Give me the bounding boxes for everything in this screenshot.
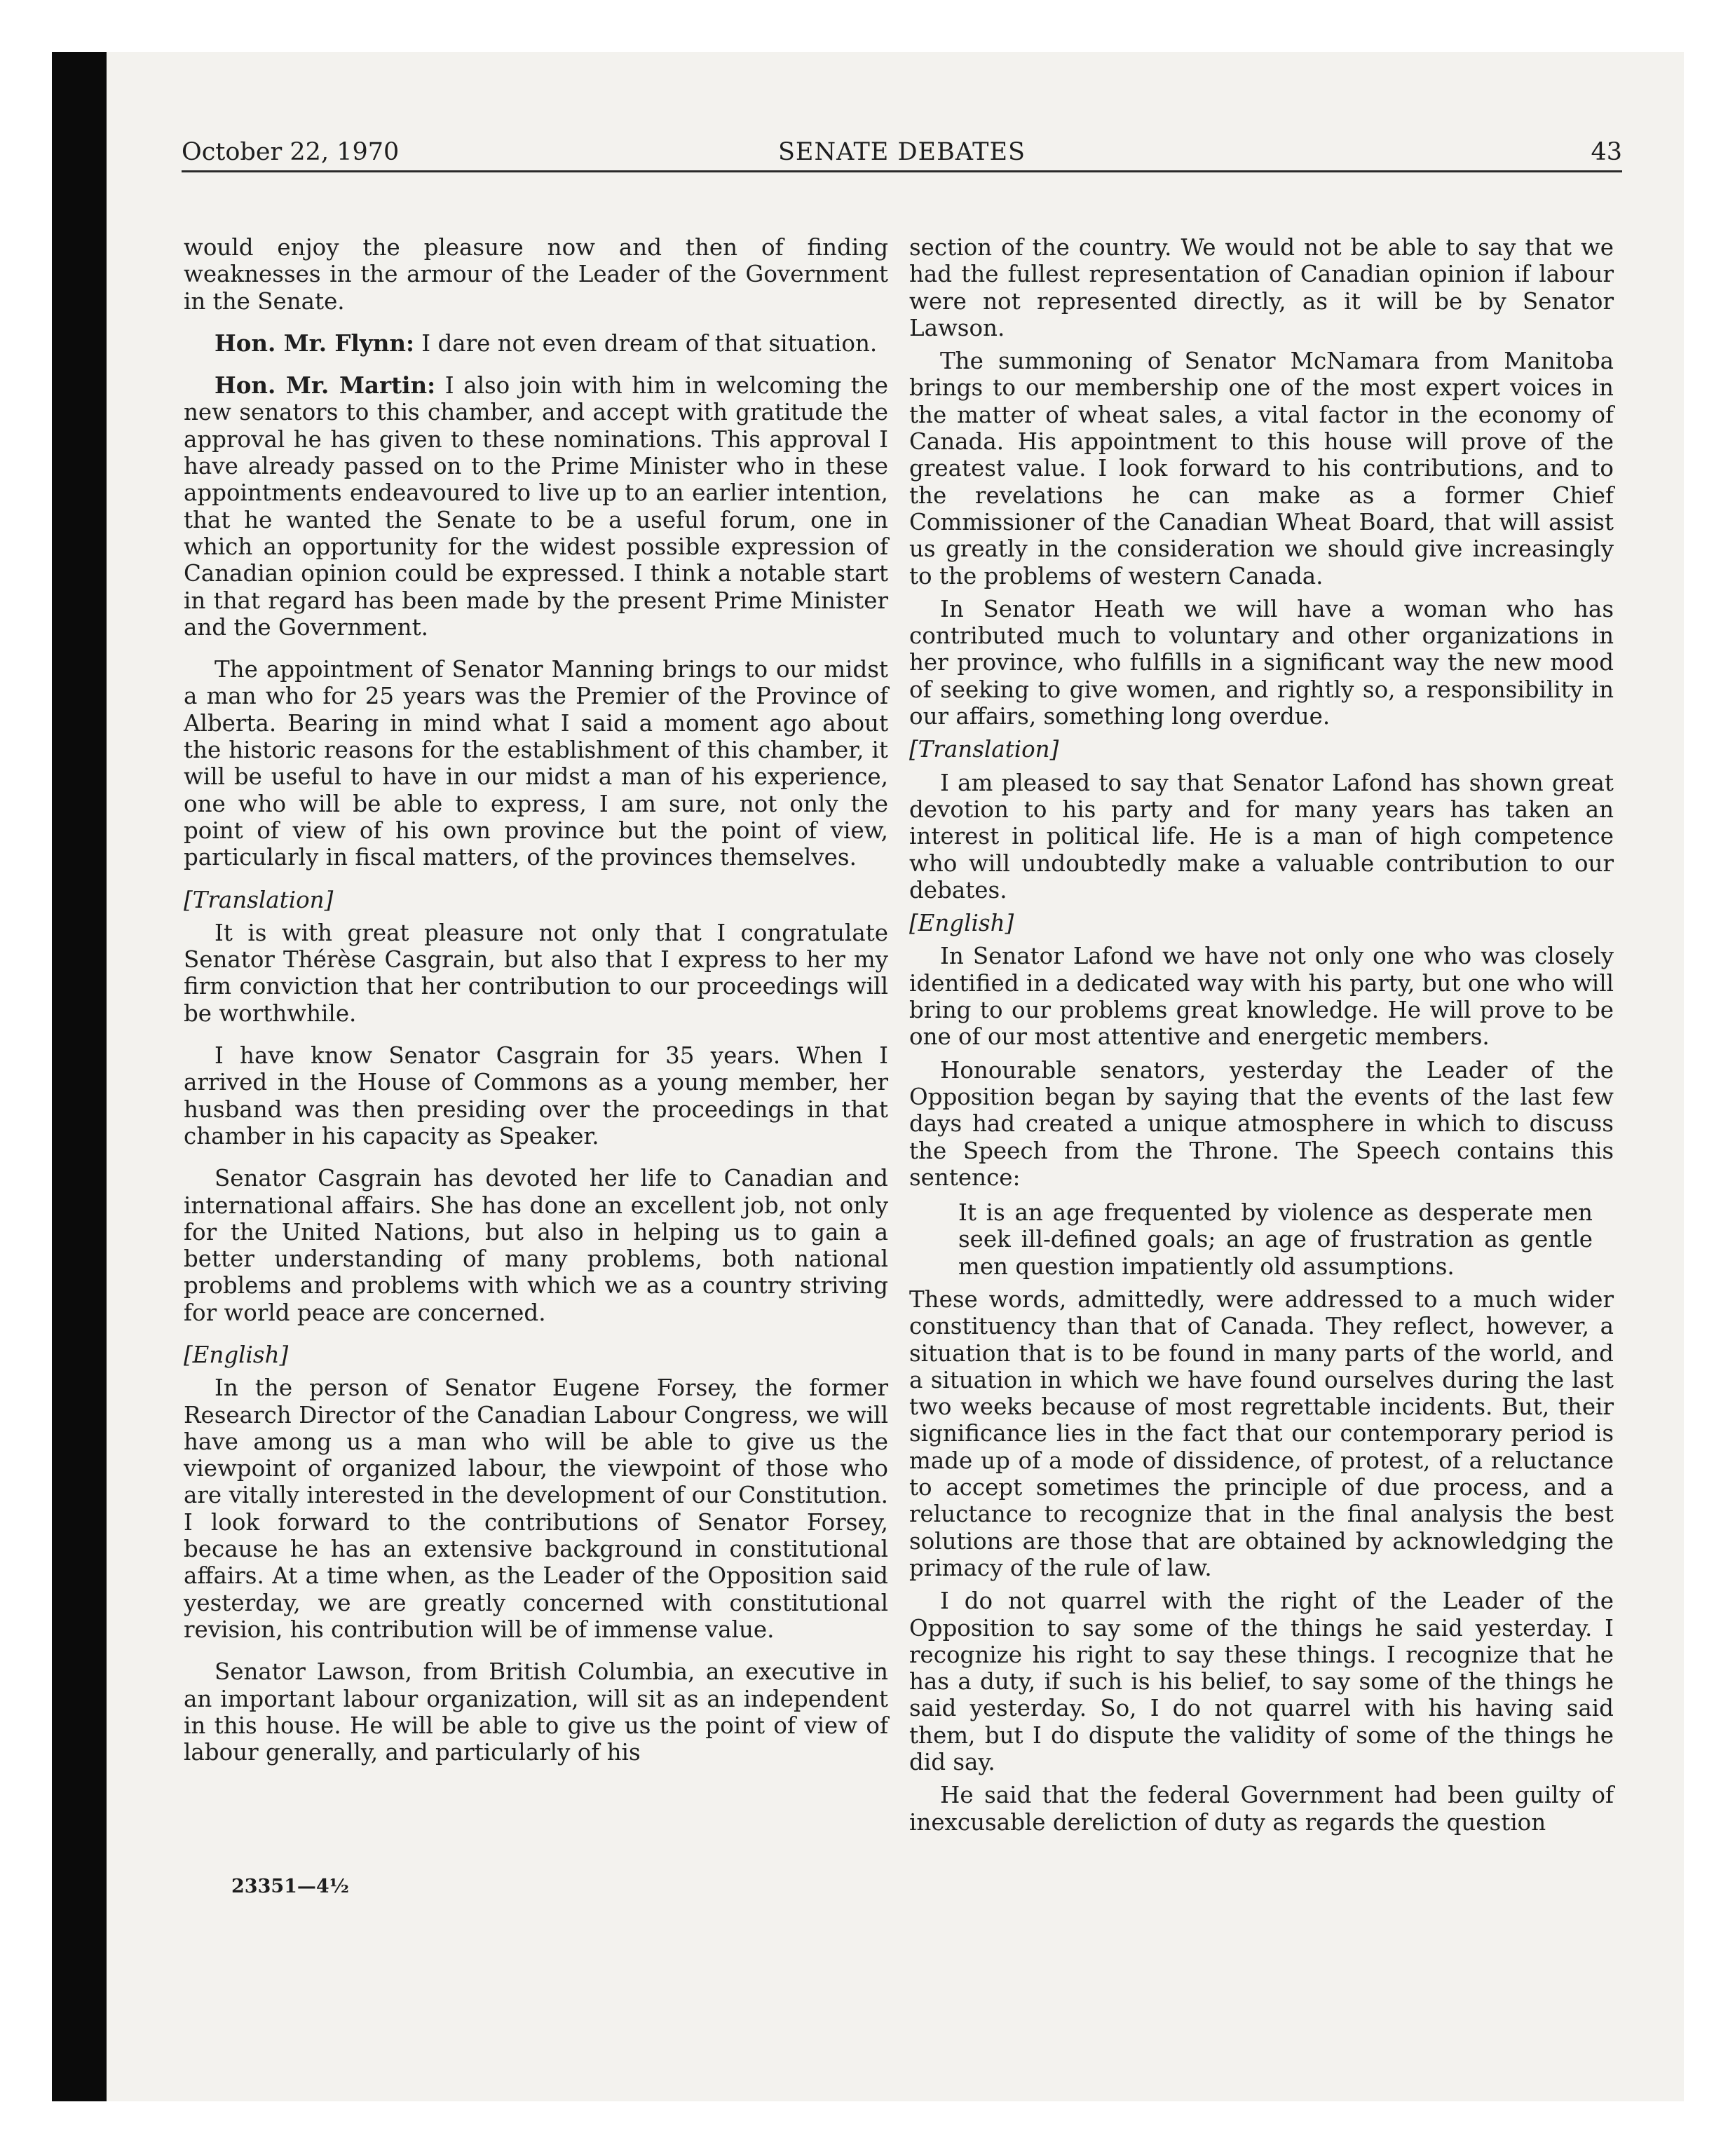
paragraph: section of the country. We would not be able to say that we had the fullest representation of Canadian opinion if labour were not represented directly, as it will be by Senator Lawson.: [909, 234, 1614, 341]
paragraph: The summoning of Senator McNamara from Manitoba brings to our membership one of the most expert voices in the matter of wheat sales, a vital factor in the economy of Canada. His appointment to this house will prove of the greatest value. I look forward to his contributions, and to the revelations he can make as a former Chief Commissioner of the Canadian Wheat Board, that will assist us greatly in the consideration we should give increasingly to the problems of western Canada.: [909, 348, 1614, 589]
speech-text: I dare not even dream of that situation.: [414, 329, 878, 357]
footer-reference: 23351—4½: [231, 1876, 349, 1897]
paragraph: These words, admittedly, were addressed to a much wider constituency than that of Canada. They reflect, however, a situation that is to be found in many parts of the world, and a situation in which we have found ourselves during the last two weeks because of most regrettable incidents. But, their significance lies in the fact that our contemporary period is made up of a mode of dissidence, of protest, of a reluctance to accept sometimes the principle of due process, and a reluctance to recognize that in the final analysis the best solutions are those that are obtained by acknowledging the primacy of the rule of law.: [909, 1285, 1614, 1581]
paragraph: would enjoy the pleasure now and then of finding weaknesses in the armour of the Leader of the Government in the Senate.: [184, 234, 888, 315]
scan-bottom-margin: [52, 2101, 1685, 2156]
paragraph: In Senator Lafond we have not only one who was closely identified in a dedicated way with his party, but one who will bring to our problems great knowledge. He will prove to be one of our most attentive and energetic members.: [909, 943, 1614, 1051]
paragraph: In Senator Heath we will have a woman who has contributed much to voluntary and other organizations in her province, who fulfills in a significant way the new mood of seeking to give women, and rightly so, a responsibility in our affairs, something long overdue.: [909, 595, 1614, 730]
paragraph: Senator Casgrain has devoted her life to Canadian and international affairs. She has done an excellent job, not only for the United Nations, but also in helping us to gain a better understanding of many problems, both national problems and problems with which we as a country striving for world peace are concerned.: [184, 1165, 888, 1326]
page-number: 43: [1591, 138, 1622, 166]
header-title: SENATE DEBATES: [777, 138, 1026, 166]
language-tag: [English]: [909, 910, 1014, 937]
paragraph: Senator Lawson, from British Columbia, an executive in an important labour organization, will sit as an independent in this house. He will be able to give us the point of view of labour generally, and particularly of his: [184, 1658, 888, 1766]
header-date: October 22, 1970: [182, 138, 400, 166]
paragraph: [184, 372, 888, 641]
speaker-name: Hon. Mr. Martin:: [215, 371, 436, 400]
speech-text: I also join with him in welcoming the new senators to this chamber, and accept with gratitude the approval he has given to these nominations. This approval I have already passed on to the Prime Minister who in these appointments endeavoured to live up to an earlier intention, that he wanted the Senate to be a useful forum, one in which an opportunity for the widest possible expression of Canadian opinion could be expressed. I think a notable start in that regard has been made by the present Prime Minister and the Government.: [184, 372, 889, 641]
paragraph: It is with great pleasure not only that I congratulate Senator Thérèse Casgrain, but also that I express to her my firm conviction that her contribution to our proceedings will be worthwhile.: [184, 919, 888, 1027]
scan-binding-edge: [52, 52, 107, 2103]
page-header: [182, 137, 1622, 172]
paragraph: I do not quarrel with the right of the Leader of the Opposition to say some of the things he said yesterday. I recognize his right to say these things. I recognize that he has a duty, if such is his belief, to say some of the things he said yesterday. So, I do not quarrel with his having said them, but I do dispute the validity of some of the things he did say.: [909, 1588, 1614, 1776]
paragraph: He said that the federal Government had been guilty of inexcusable dereliction of duty as regards the question: [909, 1782, 1614, 1836]
paragraph: I have know Senator Casgrain for 35 years. When I arrived in the House of Commons as a young member, her husband was then presiding over the proceedings in that chamber in his capacity as Speaker.: [184, 1042, 888, 1149]
paragraph: [184, 330, 888, 357]
language-tag: [English]: [184, 1341, 289, 1368]
paragraph: The appointment of Senator Manning brings to our midst a man who for 25 years was the Premier of the Province of Alberta. Bearing in mind what I said a moment ago about the historic reasons for the establishment of this chamber, it will be useful to have in our midst a man of his experience, one who will be able to express, I am sure, not only the point of view of his own province but the point of view, particularly in fiscal matters, of the provinces themselves.: [184, 656, 888, 871]
language-tag: [Translation]: [909, 736, 1059, 763]
language-tag: [Translation]: [184, 886, 334, 913]
quotation: It is an age frequented by violence as desperate men seek ill-defined goals; an age of frustration as gentle men question impatiently old assumptions.: [958, 1199, 1593, 1280]
paragraph: I am pleased to say that Senator Lafond has shown great devotion to his party and for many years has taken an interest in political life. He is a man of high competence who will undoubtedly make a valuable contribution to our debates.: [909, 769, 1614, 903]
right-column: [909, 234, 1614, 1836]
left-column: [184, 234, 888, 1766]
paragraph: Honourable senators, yesterday the Leader of the Opposition began by saying that the events of the last few days had created a unique atmosphere in which to discuss the Speech from the Throne. The Speech contains this sentence:: [909, 1056, 1614, 1191]
speaker-name: Hon. Mr. Flynn:: [215, 329, 414, 357]
paragraph: In the person of Senator Eugene Forsey, the former Research Director of the Canadian Labour Congress, we will have among us a man who will be able to give us the viewpoint of organized labour, the viewpoint of those who are vitally interested in the development of our Constitution. I look forward to the contributions of Senator Forsey, because he has an extensive background in constitutional affairs. At a time when, as the Leader of the Opposition said yesterday, we are greatly concerned with constitutional revision, his contribution will be of immense value.: [184, 1374, 888, 1643]
